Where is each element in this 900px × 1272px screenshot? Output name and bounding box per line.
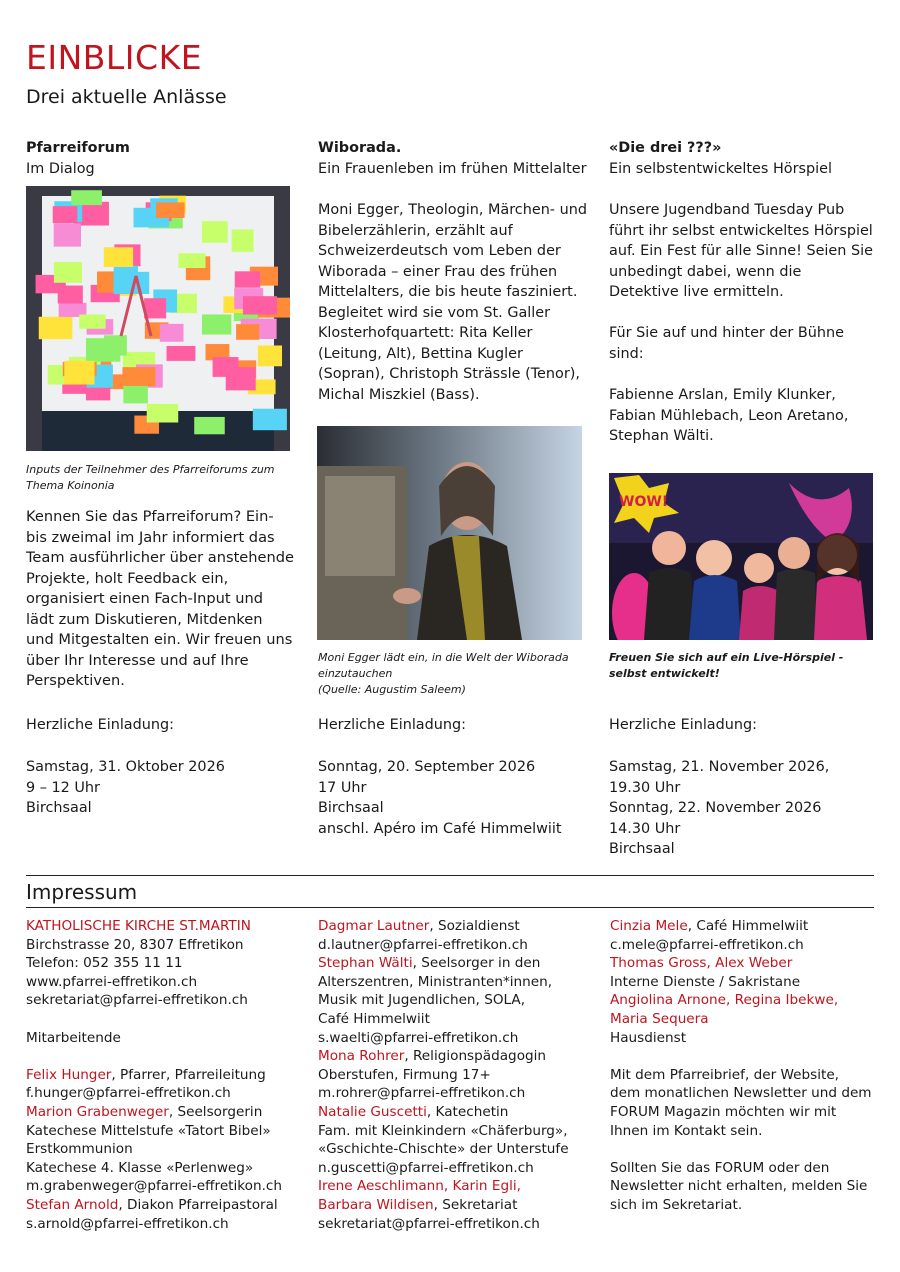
staff-email[interactable]: sekretariat@pfarrei-effretikon.ch — [318, 1215, 540, 1232]
sticky-note — [258, 345, 282, 366]
invite-label: Herzliche Einladung: — [609, 717, 757, 733]
sticky-note — [104, 335, 127, 355]
staff-name: Dagmar Lautner — [318, 918, 430, 934]
staff-role-line: Katechese Mittelstufe «Tatort Bibel» — [26, 1122, 271, 1139]
sticky-note — [202, 221, 228, 243]
staff-entry — [318, 917, 588, 936]
sticky-note — [178, 253, 205, 268]
sticky-note — [226, 367, 256, 390]
hoerspiel-photo — [609, 473, 873, 640]
invite-label: Herzliche Einladung: — [26, 717, 174, 733]
event-column-pfarreiforum — [26, 138, 296, 179]
staff-entry — [318, 1047, 588, 1066]
staff-email[interactable]: c.mele@pfarrei-effretikon.ch — [610, 936, 804, 953]
impressum-title: Impressum — [26, 880, 138, 904]
comic-wow-text: WOW! — [619, 494, 669, 510]
sticky-note — [104, 247, 133, 267]
event-heading: Wiborada. — [318, 140, 402, 156]
event-column-wiborada — [318, 138, 593, 179]
staff-name: Natalie Guscetti — [318, 1103, 427, 1120]
divider-top — [26, 875, 874, 876]
staff-role-line: «Gschichte-Chischte» der Unterstufe — [318, 1141, 569, 1158]
sticky-note — [53, 206, 78, 223]
org-address: Birchstrasse 20, 8307 Effretikon — [26, 936, 244, 953]
event-description: Unsere Jugendband Tuesday Pub führt ihr selbst entwickeltes Hörspiel auf. Ein Fest für alle Sinne! Seien Sie unbedingt dabei, wenn die Detektive live ermitteln. — [609, 202, 873, 300]
sticky-note — [167, 346, 196, 361]
impressum-column-2 — [318, 917, 588, 1233]
staff-email[interactable]: f.hunger@pfarrei-effretikon.ch — [26, 1085, 231, 1102]
sticky-note — [71, 190, 102, 205]
speaker-portrait-image — [317, 426, 582, 640]
staff-role-line: Oberstufen, Firmung 17+ — [318, 1066, 491, 1083]
staff-email[interactable]: m.grabenweger@pfarrei-effretikon.ch — [26, 1178, 283, 1195]
staff-email[interactable]: n.guscetti@pfarrei-effretikon.ch — [318, 1159, 534, 1176]
sticky-note — [243, 296, 277, 314]
staff-role: , Seelsorger in den — [412, 955, 541, 972]
staff-entry — [318, 1196, 588, 1215]
impressum-column-1 — [26, 917, 296, 1233]
event-description: Kennen Sie das Pfarreiforum? Ein- bis zweimal im Jahr informiert das Team ausführlicher über anstehende Projekte, holt Feedback ein, organisiert einen Fach-Input und lädt zum Diskutieren, Mitdenken und Mitgestalten ein. Wir freuen uns über Ihr Interesse und auf Ihre Perspektiven. — [26, 508, 294, 689]
page-subtitle: Drei aktuelle Anlässe — [26, 86, 227, 108]
staff-role: , Café Himmelwiit — [687, 918, 809, 934]
impressum-column-3 — [610, 917, 872, 1215]
photo-caption: Inputs der Teilnehmer des Pfarreiforums zum Thema Koinonia — [26, 463, 275, 492]
staff-names: Thomas Gross, Alex Weber — [610, 955, 793, 972]
photo-caption: Moni Egger lädt ein, in die Welt der Wiborada einzutauchen — [318, 651, 569, 680]
photo-caption: Freuen Sie sich auf ein Live-Hörspiel - selbst entwickelt! — [609, 651, 844, 680]
staff-role: , Diakon Pfarreipastoral — [118, 1196, 278, 1213]
sticky-note — [144, 298, 166, 318]
sticky-note — [86, 386, 110, 400]
invite-label: Herzliche Einladung: — [318, 717, 466, 733]
divider-bottom — [26, 907, 874, 908]
photo-source: (Quelle: Augustim Saleem) — [318, 683, 466, 696]
event-heading: «Die drei ???» — [609, 140, 722, 156]
page-title: EINBLICKE — [26, 38, 203, 77]
staff-role: , Sozialdienst — [429, 918, 520, 934]
staff-email[interactable]: d.lautner@pfarrei-effretikon.ch — [318, 936, 528, 953]
sticky-note — [64, 361, 94, 385]
comic-group-image — [609, 473, 873, 640]
sticky-note — [232, 229, 254, 251]
sticky-note — [235, 271, 260, 287]
staff-name: Felix Hunger — [26, 1066, 112, 1083]
staff-name: Barbara Wildisen — [318, 1196, 434, 1213]
event-time: 9 – 12 Uhr — [26, 779, 100, 796]
sticky-note — [194, 417, 225, 434]
staff-names: Angiolina Arnone, Regina Ibekwe, — [610, 992, 839, 1009]
staff-role-line: Erstkommunion — [26, 1141, 133, 1158]
event-time: 17 Uhr — [318, 779, 367, 796]
staff-entry — [318, 1103, 588, 1122]
sticky-note — [236, 324, 259, 340]
sticky-note — [253, 409, 287, 430]
org-website[interactable]: www.pfarrei-effretikon.ch — [26, 973, 198, 990]
staff-entry — [26, 1196, 296, 1215]
staff-role: , Seelsorgerin — [168, 1103, 263, 1120]
staff-email[interactable]: m.rohrer@pfarrei-effretikon.ch — [318, 1085, 526, 1102]
event-location: Birchsaal — [318, 800, 384, 816]
event-location: Birchsaal — [609, 841, 675, 857]
staff-role-line: Alterszentren, Ministranten*innen, — [318, 973, 553, 990]
event-subheading: Im Dialog — [26, 160, 95, 177]
sticky-note — [122, 367, 155, 386]
event-details — [26, 757, 296, 819]
sticky-note — [160, 324, 184, 342]
event-extra: anschl. Apéro im Café Himmelwiit — [318, 820, 562, 837]
staff-entry — [610, 917, 872, 936]
staff-role-line: Fam. mit Kleinkindern «Chäferburg», — [318, 1122, 568, 1139]
staff-role-line: Café Himmelwiit — [318, 1010, 430, 1027]
sticky-note — [54, 223, 81, 246]
event-heading: Pfarreiforum — [26, 140, 130, 156]
staff-name: Stephan Wälti — [318, 955, 413, 972]
staff-name: Cinzia Mele — [610, 918, 688, 934]
sticky-note — [58, 286, 83, 304]
event-column-drei-fragezeichen — [609, 138, 879, 179]
sticky-note — [156, 202, 184, 218]
staff-role: , Sekretariat — [433, 1196, 518, 1213]
staff-email[interactable]: s.waelti@pfarrei-effretikon.ch — [318, 1029, 519, 1046]
staff-role-line: Hausdienst — [610, 1029, 687, 1046]
cast-names: Fabienne Arslan, Emily Klunker, Fabian Mühlebach, Leon Aretano, Stephan Wälti. — [609, 387, 849, 444]
sticky-note — [39, 317, 73, 339]
staff-label: Mitarbeitende — [26, 1029, 121, 1046]
wiborada-photo — [317, 426, 582, 640]
event-location: Birchsaal — [26, 800, 92, 816]
staff-email[interactable]: s.arnold@pfarrei-effretikon.ch — [26, 1215, 229, 1232]
forum-note: Sollten Sie das FORUM oder den Newsletter nicht erhalten, melden Sie sich im Sekretariat. — [610, 1159, 868, 1213]
org-email[interactable]: sekretariat@pfarrei-effretikon.ch — [26, 992, 248, 1009]
sticky-note — [147, 404, 178, 423]
event-subheading: Ein Frauenleben im frühen Mittelalter — [318, 160, 587, 177]
sticky-note — [54, 262, 82, 283]
staff-role: , Katechetin — [426, 1103, 509, 1120]
event-subheading: Ein selbstentwickeltes Hörspiel — [609, 160, 832, 177]
staff-name: Marion Grabenweger — [26, 1103, 169, 1120]
staff-role-line: Musik mit Jugendlichen, SOLA, — [318, 992, 526, 1009]
staff-role: , Religionspädagogin — [404, 1048, 547, 1065]
event-date: Sonntag, 20. September 2026 — [318, 759, 536, 775]
org-name: KATHOLISCHE KIRCHE ST.MARTIN — [26, 918, 251, 934]
contact-note: Mit dem Pfarreibrief, der Website, dem monatlichen Newsletter und dem FORUM Magazin möchten wir mit Ihnen im Kontakt sein. — [610, 1066, 872, 1139]
staff-names: Maria Sequera — [610, 1010, 709, 1027]
staff-role-line: Katechese 4. Klasse «Perlenweg» — [26, 1159, 254, 1176]
sticky-note — [123, 386, 147, 403]
staff-role-line: Interne Dienste / Sakristane — [610, 973, 801, 990]
staff-entry — [26, 1103, 296, 1122]
event-time-1: 19.30 Uhr — [609, 779, 681, 796]
staff-name: Stefan Arnold — [26, 1196, 119, 1213]
sticky-notes-board-image — [26, 186, 290, 451]
staff-entry — [318, 954, 588, 973]
pfarreiforum-photo — [26, 186, 290, 451]
event-details — [609, 757, 879, 860]
sticky-note — [202, 314, 231, 334]
staff-entry — [26, 1066, 296, 1085]
org-phone: Telefon: 052 355 11 11 — [26, 955, 183, 972]
sticky-note — [79, 315, 105, 329]
staff-names: Irene Aeschlimann, Karin Egli, — [318, 1178, 521, 1195]
event-description-2: Für Sie auf und hinter der Bühne sind: — [609, 325, 844, 362]
event-time-2: 14.30 Uhr — [609, 820, 681, 837]
event-date-2: Sonntag, 22. November 2026 — [609, 800, 822, 816]
staff-role: , Pfarrer, Pfarreileitung — [111, 1066, 266, 1083]
event-date: Samstag, 31. Oktober 2026 — [26, 759, 225, 775]
event-description: Moni Egger, Theologin, Märchen- und Bibelerzählerin, erzählt auf Schweizerdeutsch vom Leben der Wiborada – einer Frau des frühen Mittelalters, die bis heute fasziniert. Begleitet wird sie vom St. Galler Klosterhofquartett: Rita Keller (Leitung, Alt), Bettina Kugler (Sopran), Christoph Strässle (Tenor), Michal Miszkiel (Bass). — [318, 202, 587, 403]
event-details — [318, 757, 593, 839]
event-date-1: Samstag, 21. November 2026, — [609, 759, 830, 775]
staff-name: Mona Rohrer — [318, 1048, 405, 1065]
